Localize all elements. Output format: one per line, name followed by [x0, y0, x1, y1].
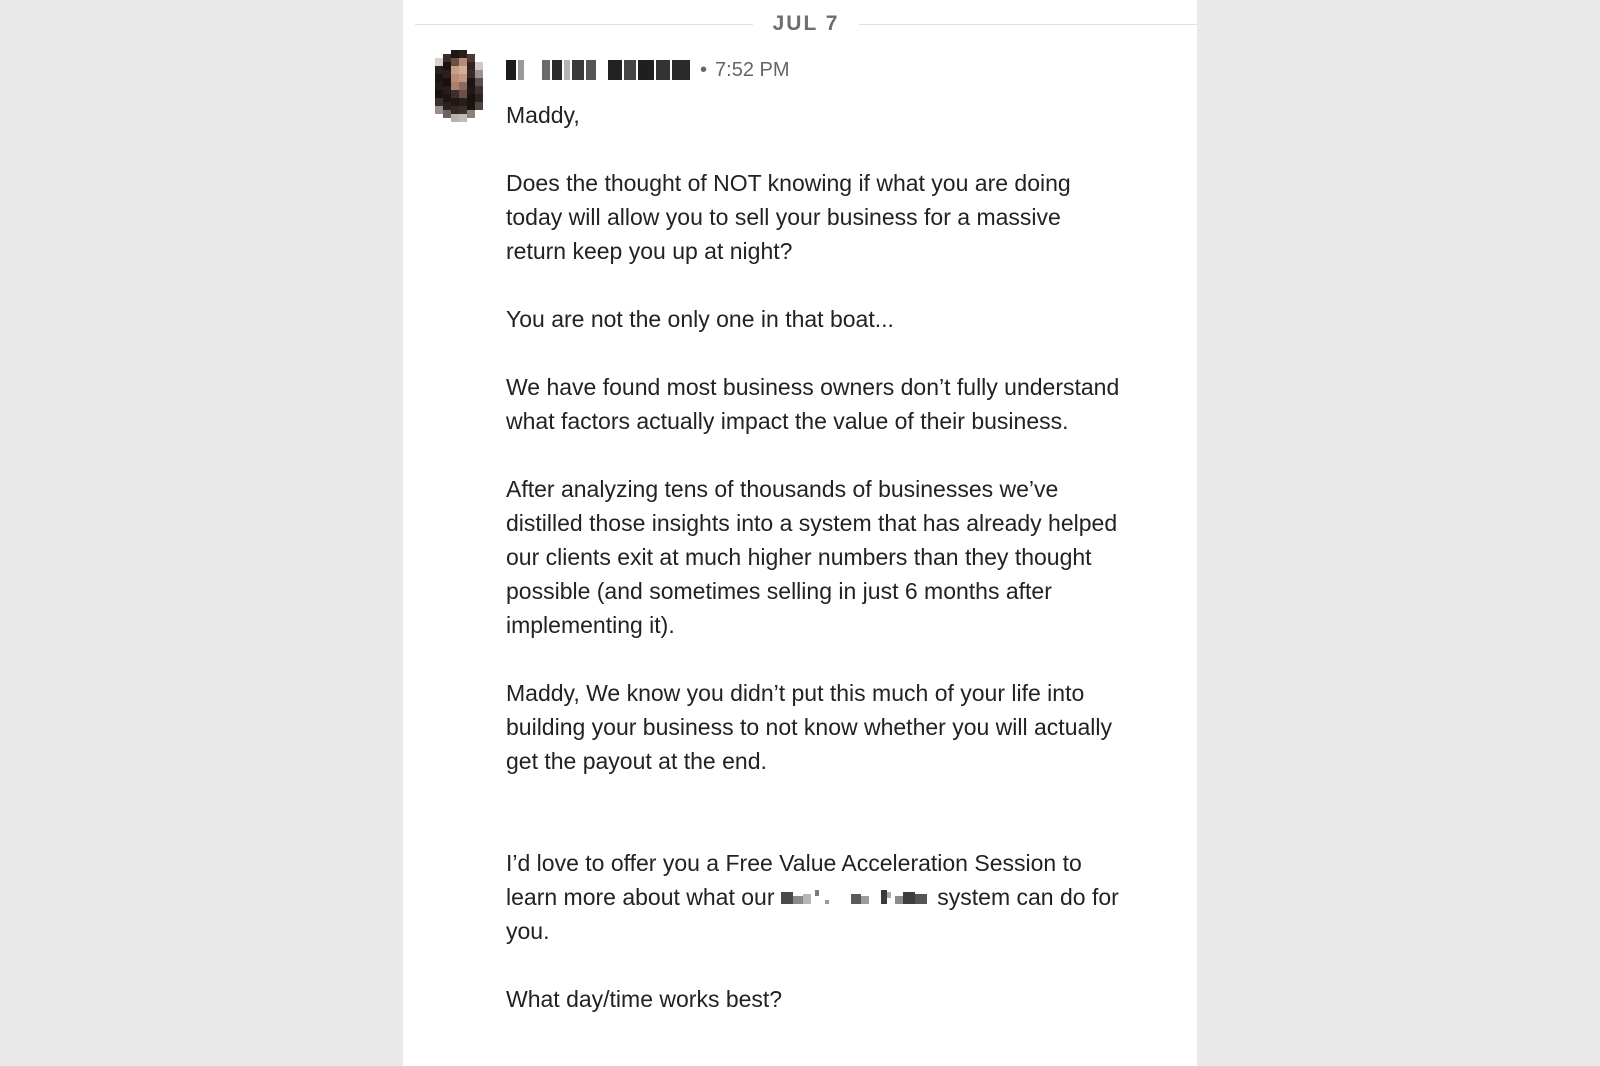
offer-text-after: system can do for you.: [506, 884, 1119, 944]
conversation-panel: [403, 0, 1197, 1066]
redaction-block: [564, 60, 570, 80]
message-paragraph: Maddy, We know you didn’t put this much of your life into building your business to not know whether you will actually get the payout at the end.: [506, 680, 1112, 774]
message-paragraph: You are not the only one in that boat...: [506, 306, 894, 332]
redaction-block: [542, 60, 550, 80]
date-divider: [415, 12, 1197, 36]
header-separator: •: [700, 58, 708, 81]
redaction-block: [672, 60, 690, 80]
redaction-block: [638, 60, 654, 80]
redaction-block: [552, 60, 562, 80]
offer-text-before: I’d love to offer you a Free Value Acceleration Session to learn more about what our: [506, 850, 1082, 910]
redaction-block: [608, 60, 622, 80]
redaction-block: [572, 60, 584, 80]
redaction-block: [526, 60, 540, 80]
redaction-block: [598, 60, 606, 80]
message-paragraph: Does the thought of NOT knowing if what you are doing today will allow you to sell your business for a massive return keep you up at night?: [506, 170, 1071, 264]
divider-line-left: [415, 24, 753, 25]
system-name-redacted: [781, 883, 931, 903]
pixelated-redaction-icon: [781, 888, 931, 908]
date-label: JUL 7: [772, 12, 840, 35]
message-closing: What day/time works best?: [506, 986, 783, 1012]
redaction-block: [624, 60, 636, 80]
offer-paragraph: [506, 846, 1126, 948]
message-timestamp: 7:52 PM: [715, 58, 790, 81]
redaction-block: [586, 60, 596, 80]
message-paragraph: Maddy,: [506, 102, 580, 128]
redaction-block: [656, 60, 670, 80]
avatar-photo-pixelated-icon: [427, 48, 491, 124]
redaction-block: [506, 60, 516, 80]
divider-line-right: [859, 24, 1197, 25]
redaction-block: [518, 60, 524, 80]
message-body: [506, 98, 1126, 1050]
message-paragraph: We have found most business owners don’t fully understand what factors actually impact the value of their business.: [506, 374, 1120, 434]
sender-avatar[interactable]: [427, 48, 491, 124]
sender-name-redacted[interactable]: [506, 58, 692, 82]
message-header: [506, 54, 790, 86]
message-paragraph: After analyzing tens of thousands of businesses we’ve distilled those insights into a system that has already helped our clients exit at much higher numbers than they thought possible (and sometimes selling in just 6 months after implementing it).: [506, 476, 1118, 638]
